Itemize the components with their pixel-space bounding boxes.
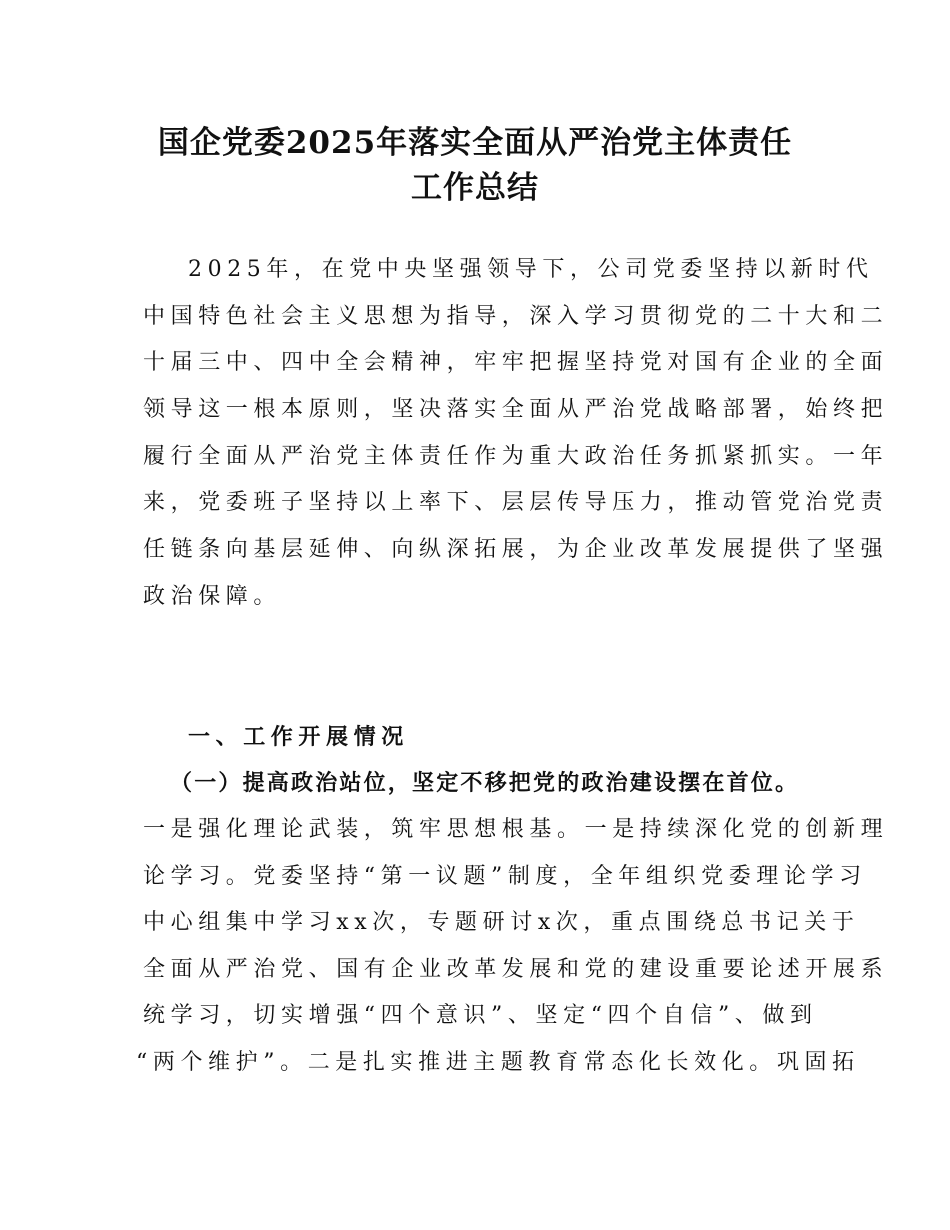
document-title-line-1: 国企党委2025年落实全面从严治党主体责任 bbox=[157, 125, 793, 161]
subsection-heading: （一）提高政治站位，坚定不移把党的政治建设摆在首位。 bbox=[170, 770, 800, 796]
body-line: 一是强化理论武装，筑牢思想根基。一是持续深化党的创新理 bbox=[143, 817, 889, 842]
intro-line: 政治保障。 bbox=[143, 584, 282, 609]
body-line: 中心组集中学习xx次，专题研讨x次，重点围绕总书记关于 bbox=[143, 910, 860, 935]
section-heading: 一、工作开展情况 bbox=[188, 724, 409, 750]
intro-line: 中国特色社会主义思想为指导，深入学习贯彻党的二十大和二 bbox=[143, 304, 889, 329]
document-title-line-2: 工作总结 bbox=[411, 170, 539, 206]
intro-line: 任链条向基层延伸、向纵深拓展，为企业改革发展提供了坚强 bbox=[143, 537, 889, 562]
intro-line: 来，党委班子坚持以上率下、层层传导压力，推动管党治党责 bbox=[143, 490, 889, 515]
intro-line: 领导这一根本原则，坚决落实全面从严治党战略部署，始终把 bbox=[143, 397, 889, 422]
body-line: “两个维护”。二是扎实推进主题教育常态化长效化。巩固拓 bbox=[136, 1050, 860, 1075]
intro-line: 履行全面从严治党主体责任作为重大政治任务抓紧抓实。一年 bbox=[143, 444, 889, 469]
body-line: 全面从严治党、国有企业改革发展和党的建设重要论述开展系 bbox=[143, 957, 889, 982]
body-line: 论学习。党委坚持“第一议题”制度，全年组织党委理论学习 bbox=[143, 864, 867, 889]
body-line: 统学习，切实增强“四个意识”、坚定“四个自信”、做到 bbox=[143, 1003, 818, 1028]
intro-line: 十届三中、四中全会精神，牢牢把握坚持党对国有企业的全面 bbox=[143, 350, 889, 375]
intro-line: 2025年，在党中央坚强领导下，公司党委坚持以新时代 bbox=[188, 257, 874, 282]
